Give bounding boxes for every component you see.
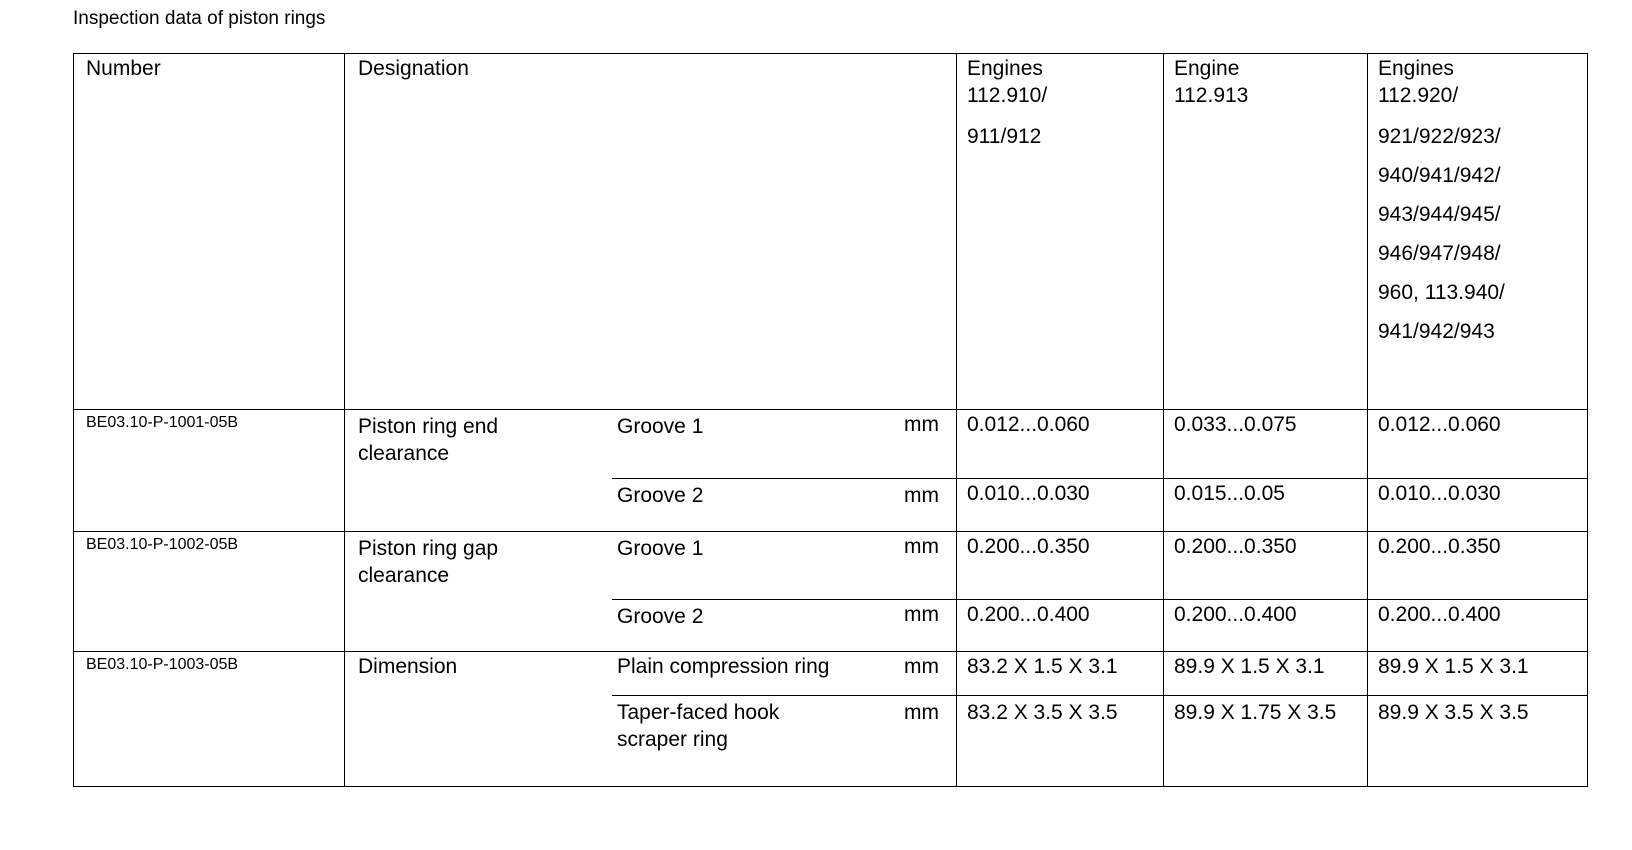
row-2-sub-1-value-3: 0.200...0.350 xyxy=(1378,535,1501,558)
col-divider-designation xyxy=(956,54,957,786)
header-engine-col-3-line: 943/944/945/ xyxy=(1378,203,1501,226)
row-2-sub-1-label: Groove 1 xyxy=(617,537,704,560)
row-2-sub-1-unit: mm xyxy=(904,535,939,558)
row-2-sub-1-value-1: 0.200...0.350 xyxy=(967,535,1090,558)
row-3-number: BE03.10-P-1003-05B xyxy=(86,656,239,673)
row-divider-r3-sub xyxy=(612,695,1587,696)
header-engine-col-1-line: 112.910/ xyxy=(967,84,1048,107)
row-3-sub-2-value-3: 89.9 X 3.5 X 3.5 xyxy=(1378,701,1529,724)
row-divider-1 xyxy=(74,531,1587,532)
row-2-number: BE03.10-P-1002-05B xyxy=(86,536,239,553)
header-engine-col-3-line: 940/941/942/ xyxy=(1378,164,1501,187)
header-engine-col-3 xyxy=(1378,55,1505,345)
col-divider-engine-1 xyxy=(1163,54,1164,786)
row-1-sub-2-label: Groove 2 xyxy=(617,484,704,507)
row-2-sub-2-value-2: 0.200...0.400 xyxy=(1174,603,1297,626)
row-1-sub-1-unit: mm xyxy=(904,413,939,436)
col-divider-engine-2 xyxy=(1367,54,1368,786)
header-engine-col-3-line: 112.920/ xyxy=(1378,84,1459,107)
row-3-sub-2-unit: mm xyxy=(904,701,939,724)
row-1-sub-1-value-2: 0.033...0.075 xyxy=(1174,413,1297,436)
row-divider-r2-sub xyxy=(612,599,1587,600)
row-2-sub-2-label: Groove 2 xyxy=(617,605,704,628)
row-2-sub-2-value-3: 0.200...0.400 xyxy=(1378,603,1501,626)
header-engine-col-1 xyxy=(967,55,1047,150)
row-1-number: BE03.10-P-1001-05B xyxy=(86,414,239,431)
header-engine-col-3-line: 946/947/948/ xyxy=(1378,242,1501,265)
row-3-sub-1-value-1: 83.2 X 1.5 X 3.1 xyxy=(967,655,1118,678)
row-1-sub-2-value-1: 0.010...0.030 xyxy=(967,482,1090,505)
header-engine-col-3-line: 921/922/923/ xyxy=(1378,125,1501,148)
row-1-sub-1-label: Groove 1 xyxy=(617,415,704,438)
row-1-sub-2-value-3: 0.010...0.030 xyxy=(1378,482,1501,505)
header-engine-col-2-line: Engine xyxy=(1174,57,1240,80)
row-3-sub-2-value-1: 83.2 X 3.5 X 3.5 xyxy=(967,701,1118,724)
header-engine-col-2-line: 112.913 xyxy=(1174,84,1249,107)
row-divider-r1-sub xyxy=(612,478,1587,479)
row-1-sub-1-value-3: 0.012...0.060 xyxy=(1378,413,1501,436)
row-2-designation: Piston ring gap clearance xyxy=(358,537,499,587)
row-divider-header xyxy=(74,409,1587,410)
row-3-sub-1-unit: mm xyxy=(904,655,939,678)
col-divider-number xyxy=(344,54,345,786)
row-divider-2 xyxy=(74,651,1587,652)
row-1-sub-1-value-1: 0.012...0.060 xyxy=(967,413,1090,436)
header-engine-col-1-line: Engines xyxy=(967,57,1043,80)
row-1-sub-2-unit: mm xyxy=(904,484,939,507)
row-3-sub-1-label: Plain compression ring xyxy=(617,655,830,678)
header-designation: Designation xyxy=(358,57,469,80)
row-3-sub-1-value-2: 89.9 X 1.5 X 3.1 xyxy=(1174,655,1325,678)
row-2-sub-2-value-1: 0.200...0.400 xyxy=(967,603,1090,626)
header-engine-col-2 xyxy=(1174,55,1248,109)
row-1-designation: Piston ring end clearance xyxy=(358,415,499,465)
header-engine-col-3-line: 941/942/943 xyxy=(1378,320,1495,343)
row-3-sub-2-label: Taper-faced hook scraper ring xyxy=(617,701,780,751)
row-2-sub-2-unit: mm xyxy=(904,603,939,626)
row-1-sub-2-value-2: 0.015...0.05 xyxy=(1174,482,1285,505)
document-title: Inspection data of piston rings xyxy=(73,8,326,29)
row-3-designation: Dimension xyxy=(358,655,458,678)
row-2-sub-1-value-2: 0.200...0.350 xyxy=(1174,535,1297,558)
header-engine-col-3-line: Engines xyxy=(1378,57,1454,80)
row-3-sub-1-value-3: 89.9 X 1.5 X 3.1 xyxy=(1378,655,1529,678)
row-3-sub-2-value-2: 89.9 X 1.75 X 3.5 xyxy=(1174,701,1337,724)
header-engine-col-3-line: 960, 113.940/ xyxy=(1378,281,1505,304)
header-number: Number xyxy=(86,57,161,80)
inspection-table xyxy=(73,53,1588,787)
header-engine-col-1-line: 911/912 xyxy=(967,125,1042,148)
